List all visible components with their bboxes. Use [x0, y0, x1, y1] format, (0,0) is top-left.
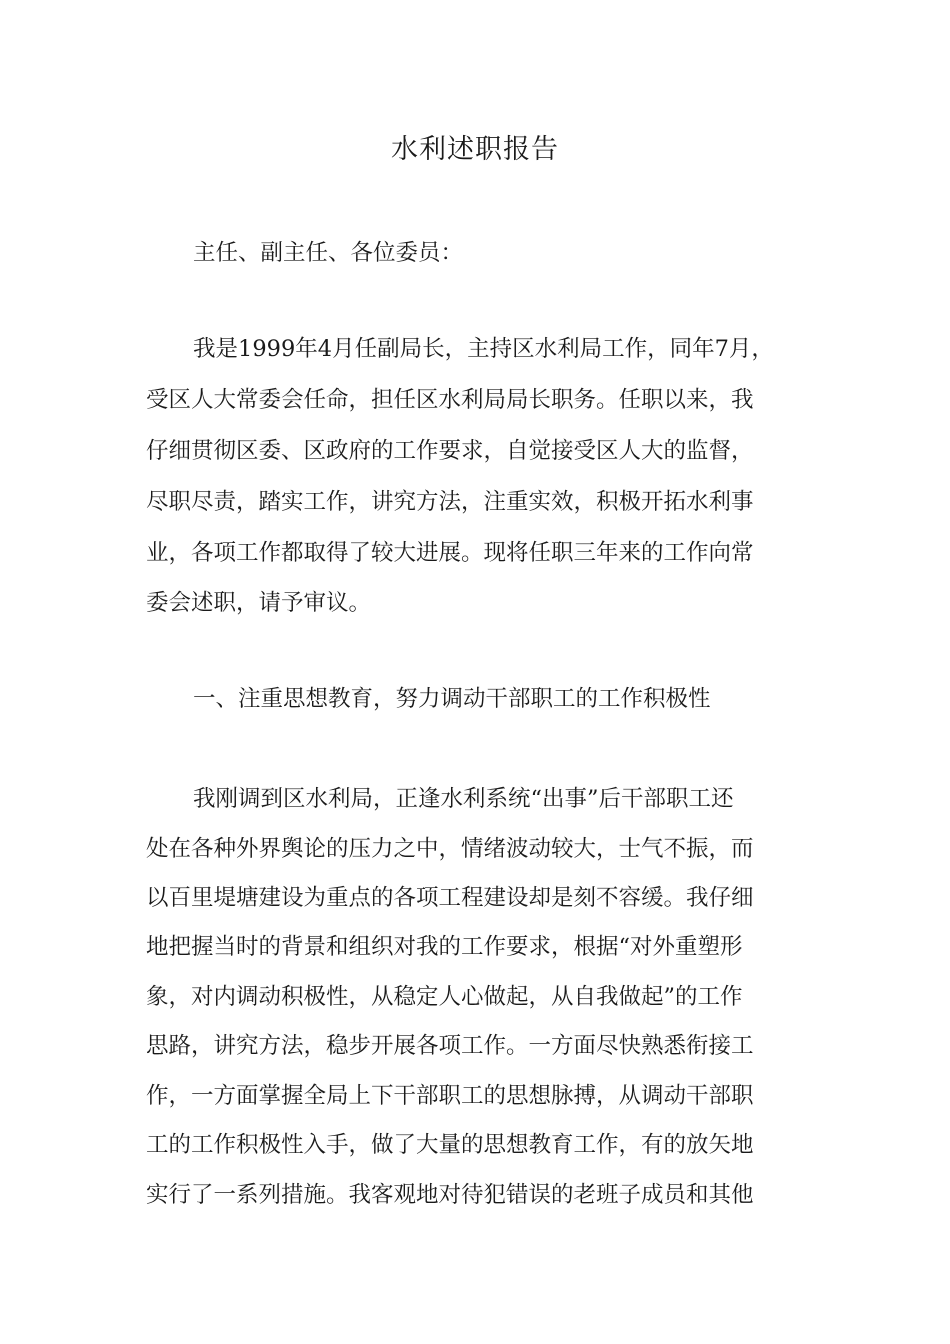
paragraph-line: 我刚调到区水利局，正逢水利系统“出事”后干部职工还 — [193, 786, 734, 812]
paragraph-line: 实行了一系列措施。我客观地对待犯错误的老班子成员和其他 — [146, 1182, 754, 1208]
section-heading: 一、注重思想教育，努力调动干部职工的工作积极性 — [193, 686, 711, 712]
paragraph-line: 以百里堤塘建设为重点的各项工程建设却是刻不容缓。我仔细 — [146, 885, 754, 911]
paragraph-line: 作，一方面掌握全局上下干部职工的思想脉搏，从调动干部职 — [146, 1083, 754, 1109]
paragraph-line: 尽职尽责，踏实工作，讲究方法，注重实效，积极开拓水利事 — [146, 489, 754, 515]
paragraph-line: 工的工作积极性入手，做了大量的思想教育工作，有的放矢地 — [146, 1132, 754, 1158]
paragraph-line: 处在各种外界舆论的压力之中，情绪波动较大，士气不振，而 — [146, 836, 754, 862]
paragraph-line: 委会述职，请予审议。 — [146, 590, 372, 616]
paragraph-line: 象，对内调动积极性，从稳定人心做起，从自我做起”的工作 — [146, 984, 743, 1010]
paragraph-line: 思路，讲究方法，稳步开展各项工作。一方面尽快熟悉衔接工 — [146, 1033, 754, 1059]
document-title: 水利述职报告 — [391, 134, 559, 165]
paragraph-line: 业，各项工作都取得了较大进展。现将任职三年来的工作向常 — [146, 540, 754, 566]
paragraph-line: 受区人大常委会任命，担任区水利局局长职务。任职以来，我 — [146, 387, 754, 413]
paragraph-line: 地把握当时的背景和组织对我的工作要求，根据“对外重塑形 — [146, 934, 743, 960]
salutation: 主任、副主任、各位委员： — [193, 240, 464, 266]
paragraph-line: 仔细贯彻区委、区政府的工作要求，自觉接受区人大的监督， — [146, 438, 754, 464]
paragraph-line: 我是1999年4月任副局长，主持区水利局工作，同年7月， — [193, 336, 774, 362]
